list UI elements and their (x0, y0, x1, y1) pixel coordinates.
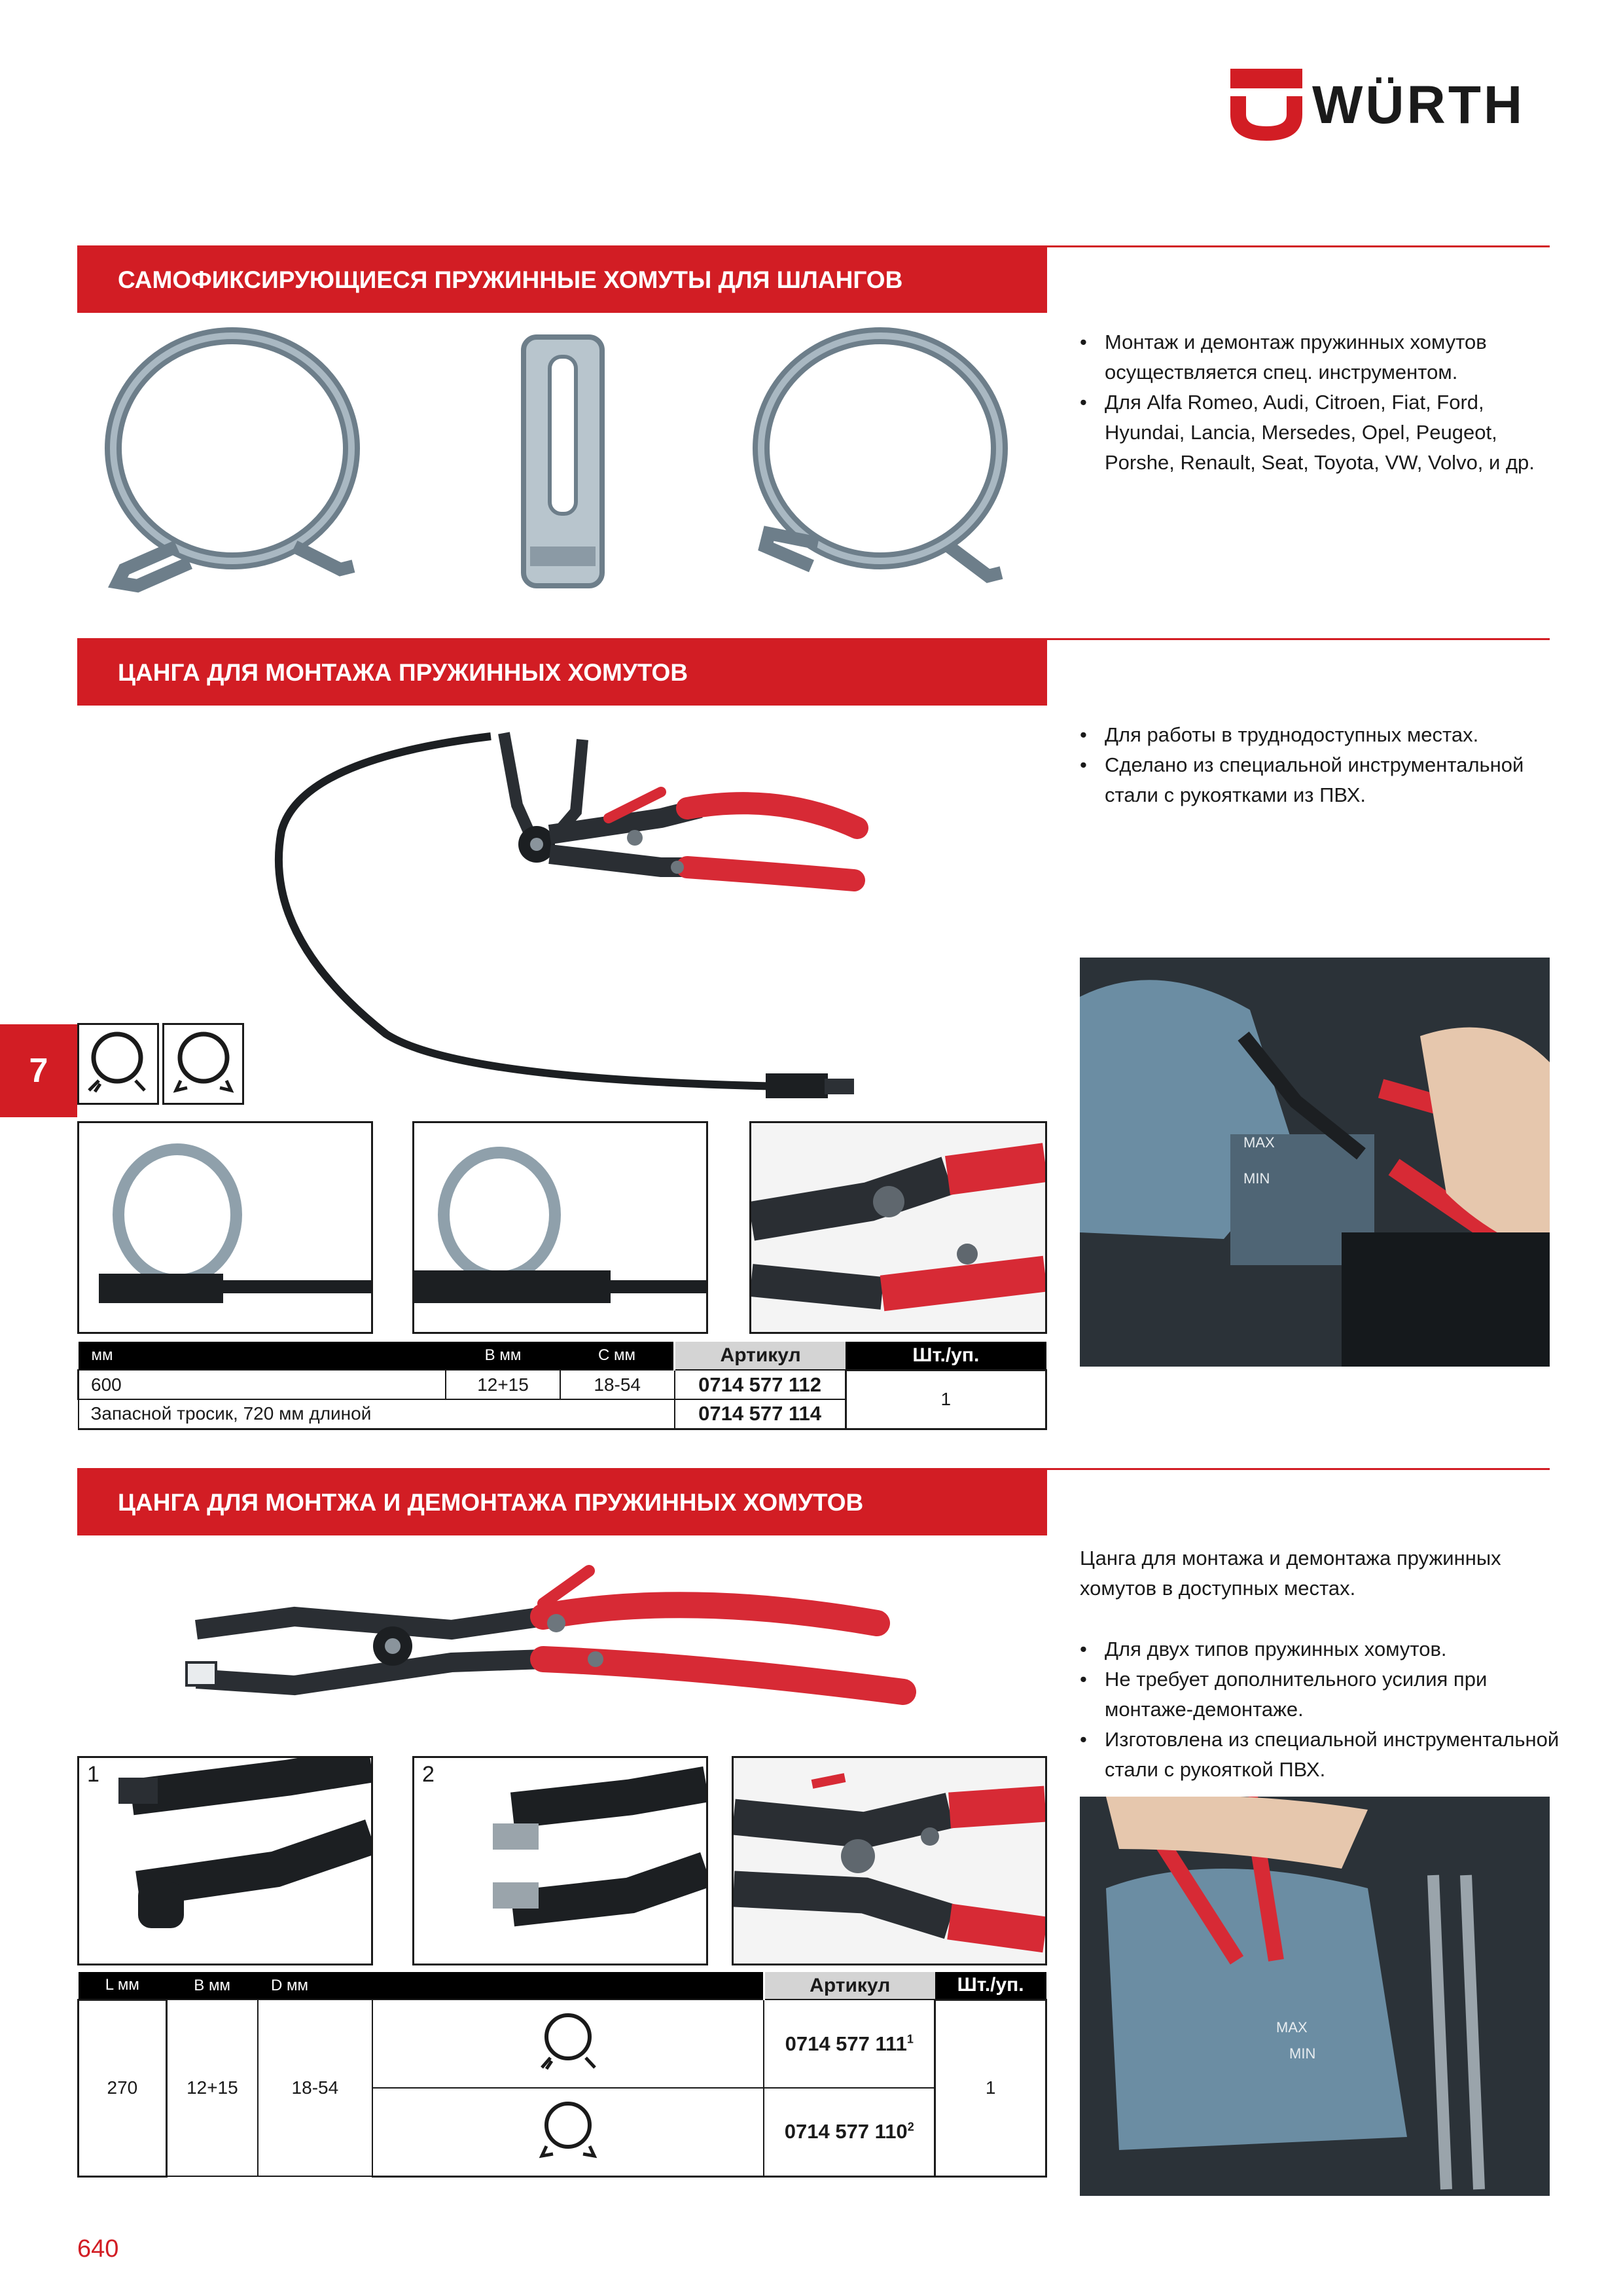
bullet: • Монтаж и демонтаж пружинных хомутов осуществляется спец. инструментом. (1080, 327, 1564, 387)
cable-plier-image (242, 720, 942, 1113)
wurth-logo-mark (1230, 69, 1302, 141)
cell-b: 12+15 (166, 2000, 258, 2176)
article-number: 0714 577 114 (675, 1399, 846, 1429)
detail-label: 1 (87, 1762, 99, 1787)
clamp-type-icon-1 (77, 1023, 159, 1105)
cell-l: 270 (79, 2000, 167, 2176)
engine-photo-2 (1080, 1797, 1550, 2196)
section-tab: 7 (0, 1024, 77, 1117)
cell: 600 (79, 1370, 446, 1399)
section-2-title: ЦАНГА ДЛЯ МОНТАЖА ПРУЖИННЫХ ХОМУТОВ (77, 640, 1047, 706)
bullet: • Сделано из специальной инструментальной стали с рукоятками из ПВХ. (1080, 750, 1564, 810)
clamp-type-icon-2 (372, 2088, 764, 2176)
max-label: MAX (1276, 2019, 1308, 2036)
col-header-article: Артикул (764, 1972, 935, 2000)
col-header: D мм (258, 1972, 372, 2000)
detail-image-1 (77, 1756, 373, 1965)
bullet: • Изготовлена из специальной инструментальной стали с рукояткой ПВХ. (1080, 1725, 1564, 1785)
section-1-title: САМОФИКСИРУЮЩИЕСЯ ПРУЖИННЫЕ ХОМУТЫ ДЛЯ ШЛАНГОВ (77, 247, 1047, 313)
engine-photo-1 (1080, 958, 1550, 1367)
col-header: B мм (446, 1342, 560, 1370)
col-header-qty: Шт./уп. (846, 1342, 1046, 1370)
article-number: 0714 577 $110^2$ (764, 2088, 935, 2176)
section-3-table (77, 1972, 1047, 2178)
detail-image-2 (412, 1121, 708, 1334)
article-number: 0714 577 $111^1$ (764, 2000, 935, 2088)
page-number: 640 (77, 2235, 119, 2263)
cell-d: 18-54 (258, 2000, 372, 2176)
col-header-qty: Шт./уп. (935, 1972, 1046, 2000)
clamp-type-icon-1 (372, 2000, 764, 2088)
qty-cell: 1 (846, 1370, 1046, 1429)
bullet: • Не требует дополнительного усилия при монтаже-демонтаже. (1080, 1664, 1564, 1725)
article-number: 0714 577 112 (675, 1370, 846, 1399)
max-label: MAX (1243, 1134, 1275, 1151)
clamp-type-icon-2 (162, 1023, 244, 1105)
section-1-bullets (1080, 327, 1564, 478)
section-2-table (77, 1342, 1047, 1430)
cell: 12+15 (446, 1370, 560, 1399)
detail-image-3 (732, 1756, 1047, 1965)
spring-clamp-image-1 (98, 321, 380, 609)
section-3-title: ЦАНГА ДЛЯ МОНТЖА И ДЕМОНТАЖА ПРУЖИННЫХ ХОМУТОВ (77, 1470, 1047, 1535)
bullet: • Для двух типов пружинных хомутов. (1080, 1634, 1564, 1664)
qty-cell: 1 (935, 2000, 1046, 2176)
cell: Запасной тросик, 720 мм длиной (79, 1399, 675, 1429)
bullet: • Для работы в труднодоступных местах. (1080, 720, 1564, 750)
wurth-logo (1230, 69, 1554, 141)
col-header: мм (79, 1342, 446, 1370)
section-3-bullets (1080, 1634, 1564, 1785)
col-header: B мм (166, 1972, 258, 2000)
min-label: MIN (1243, 1170, 1270, 1187)
brand-name: WÜRTH (1312, 75, 1525, 135)
detail-label: 2 (422, 1762, 435, 1787)
col-header: C мм (560, 1342, 675, 1370)
section-2-bullets (1080, 720, 1564, 810)
plier-image (177, 1551, 929, 1734)
min-label: MIN (1289, 2045, 1316, 2062)
spring-clamp-image-side (510, 331, 628, 599)
bullet: • Для Alfa Romeo, Audi, Citroen, Fiat, Ford, Hyundai, Lancia, Mersedes, Opel, Peugeot, Porshe, Renault, Seat, Toyota, VW, Volvo, и др. (1080, 387, 1564, 478)
cell: 18-54 (560, 1370, 675, 1399)
col-header-article: Артикул (675, 1342, 846, 1370)
detail-image-2 (412, 1756, 708, 1965)
section-3-intro: Цанга для монтажа и демонтажа пружинных хомутов в доступных местах. (1080, 1547, 1501, 1600)
col-header: L мм (79, 1972, 167, 2000)
detail-image-3 (749, 1121, 1047, 1334)
detail-image-1 (77, 1121, 373, 1334)
spring-clamp-image-2 (740, 321, 1021, 609)
